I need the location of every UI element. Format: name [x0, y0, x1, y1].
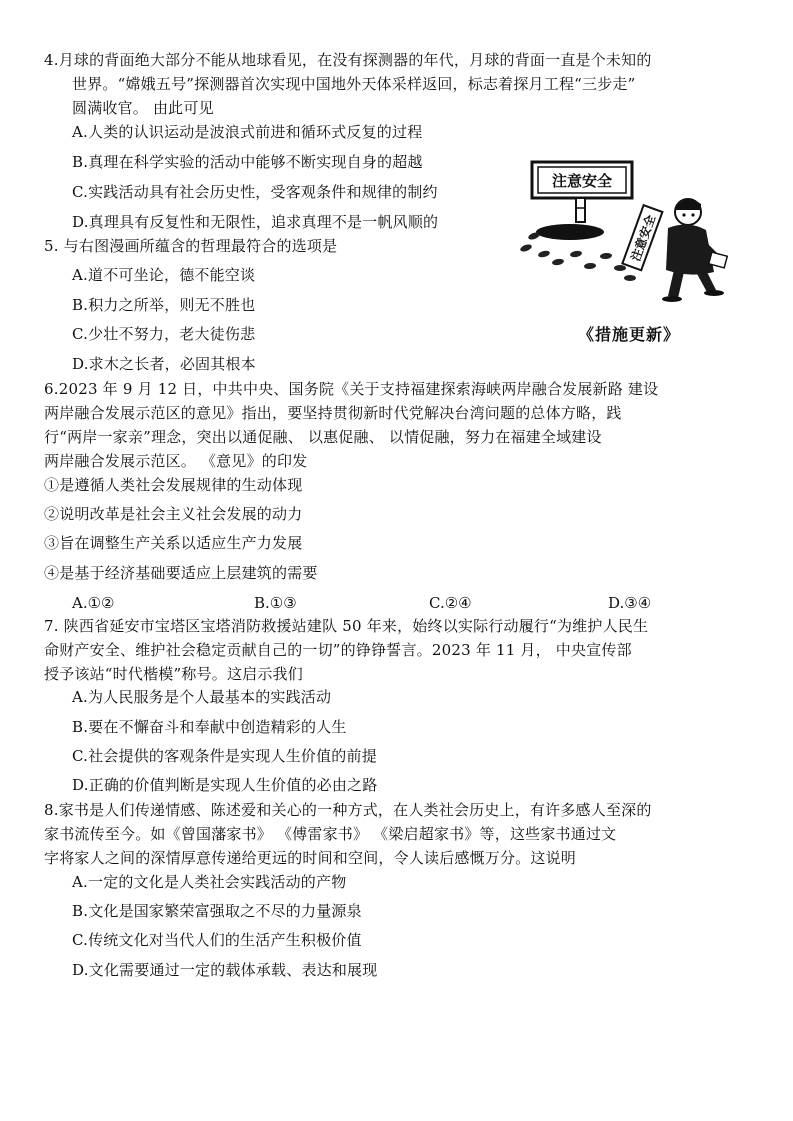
q8-stem-line-3: 字将家人之间的深情厚意传递给更远的时间和空间，令人读后感慨万分。这说明: [44, 849, 577, 867]
q4-stem-line-3: 圆满收官。 由此可见: [72, 99, 214, 117]
q6-statement-2: ②说明改革是社会主义社会发展的动力: [44, 505, 303, 523]
q8-option-b: B.文化是国家繁荣富强取之不尽的力量源泉: [72, 902, 362, 920]
q4-option-d: D.真理具有反复性和无限性，追求真理不是一帆风顺的: [72, 213, 439, 231]
q4-stem-line-2: 世界。“嫦娥五号”探测器首次实现中国地外天体采样返回，标志着探月工程“三步走”: [72, 75, 636, 93]
q5-option-b: B.积力之所举，则无不胜也: [72, 296, 256, 314]
q6-option-d: D.③④: [608, 594, 652, 612]
q8-stem-line-1: 8.家书是人们传递情感、陈述爱和关心的一种方式，在人类社会历史上，有许多感人至深的: [44, 801, 652, 819]
paper-text: 注意安全: [628, 213, 659, 264]
q4-option-c: C.实践活动具有社会历史性，受客观条件和规律的制约: [72, 183, 438, 201]
q7-option-d: D.正确的价值判断是实现人生价值的必由之路: [72, 776, 378, 794]
q8-option-c: C.传统文化对当代人们的生活产生积极价值: [72, 931, 362, 949]
notice-paper: [622, 205, 662, 270]
q8-option-a: A.一定的文化是人类社会实践活动的产物: [72, 873, 347, 891]
q6-statement-1: ①是遵循人类社会发展规律的生动体现: [44, 476, 303, 494]
q6-statement-4: ④是基于经济基础要适应上层建筑的需要: [44, 564, 318, 582]
q8-option-d: D.文化需要通过一定的载体承载、表达和展现: [72, 961, 378, 979]
q7-option-b: B.要在不懈奋斗和奉献中创造精彩的人生: [72, 718, 347, 736]
q6-option-b: B.①③: [254, 594, 297, 612]
q7-option-a: A.为人民服务是个人最基本的实践活动: [72, 688, 332, 706]
q7-stem-line-3: 授予该站“时代楷模”称号。这启示我们: [44, 665, 303, 683]
sign-post: [576, 198, 585, 222]
q8-stem-line-2: 家书流传至今。如《曾国藩家书》 《傅雷家书》 《梁启超家书》等，这些家书通过文: [44, 825, 617, 843]
q6-stem-line-4: 两岸融合发展示范区。 《意见》的印发: [44, 452, 308, 470]
q4-option-a: A.人类的认识运动是波浪式前进和循环式反复的过程: [72, 123, 423, 141]
q7-stem-line-1: 7. 陕西省延安市宝塔区宝塔消防救援站建队 50 年来，始终以实际行动履行“为维护人民生: [44, 617, 649, 635]
q5-option-d: D.求木之长者，必固其根本: [72, 355, 256, 373]
cartoon-illustration: [518, 154, 730, 304]
q6-stem-line-3: 行“两岸一家亲”理念，突出以通促融、 以惠促融、 以情促融，努力在福建全域建设: [44, 428, 602, 446]
q4-stem-line-1: 4.月球的背面绝大部分不能从地球看见，在没有探测器的年代，月球的背面一直是个未知的: [44, 51, 652, 69]
q6-option-a: A.①②: [72, 594, 115, 612]
q6-statement-3: ③旨在调整生产关系以适应生产力发展: [44, 534, 303, 552]
sign-text: 注意安全: [551, 173, 613, 190]
q7-stem-line-2: 命财产安全、维护社会稳定贡献自己的一切”的铮铮誓言。2023 年 11 月， 中央宣传部: [44, 641, 632, 659]
q6-option-c: C.②④: [429, 594, 472, 612]
q5-option-c: C.少壮不努力，老大徒伤悲: [72, 325, 256, 343]
q7-option-c: C.社会提供的客观条件是实现人生价值的前提: [72, 747, 377, 765]
walking-man: [662, 199, 727, 302]
q5-stem-line-1: 5. 与右图漫画所蕴含的哲理最符合的选项是: [44, 237, 338, 255]
open-manhole: [536, 224, 604, 240]
q6-stem-line-1: 6.2023 年 9 月 12 日，中共中央、国务院《关于支持福建探索海峡两岸融合发展新路 建设: [44, 380, 659, 398]
q5-option-a: A.道不可坐论，德不能空谈: [72, 266, 256, 284]
q6-stem-line-2: 两岸融合发展示范区的意见》指出，要坚持贯彻新时代党解决台湾问题的总体方略，践: [44, 404, 622, 422]
cartoon-caption: 《措施更新》: [578, 325, 681, 344]
q4-option-b: B.真理在科学实验的活动中能够不断实现自身的超越: [72, 153, 423, 171]
